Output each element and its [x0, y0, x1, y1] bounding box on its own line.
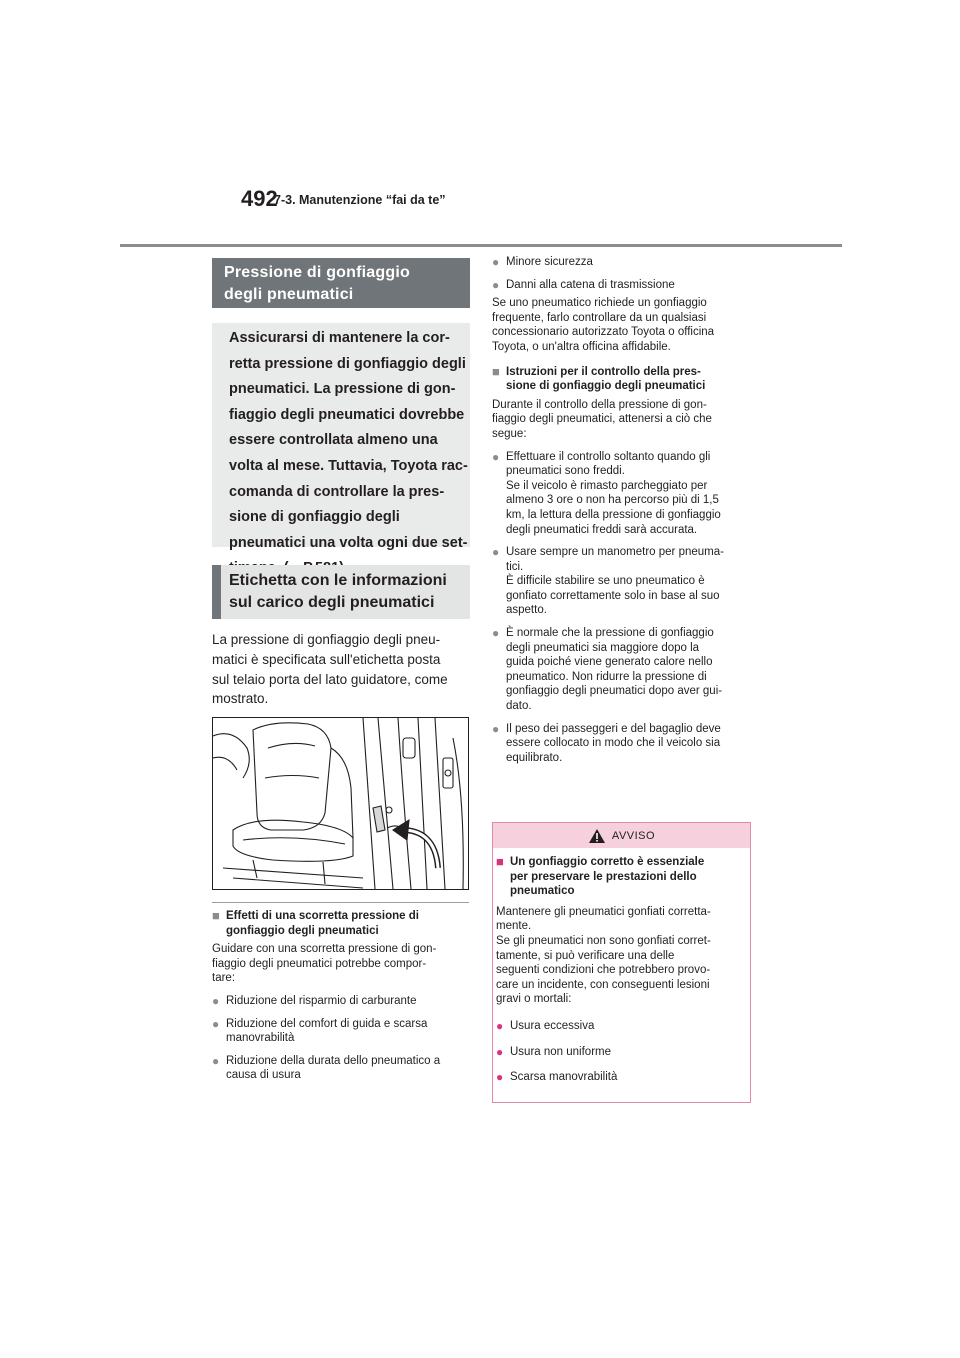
text-line: seguenti condizioni che potrebbero provo- — [496, 964, 711, 977]
bullet-text: tici. — [506, 560, 524, 573]
bullet-text: almeno 3 ore o non ha percorso più di 1,5 — [506, 494, 719, 507]
bullet-circle-icon: ● — [492, 255, 500, 269]
bullet-circle-icon: ● — [492, 545, 500, 560]
intro-line: pneumatici. La pressione di gon- — [229, 381, 456, 398]
car-seat-door-drawing — [213, 718, 468, 889]
tire-pressure-heading-line: Pressione di gonfiaggio — [224, 264, 410, 281]
list-item — [492, 450, 758, 538]
section-title: 7-3. Manutenzione “fai da te” — [274, 193, 446, 207]
bullet-circle-icon: ● — [492, 626, 500, 641]
bullet-text: Se il veicolo è rimasto parcheggiato per — [506, 479, 708, 492]
warning-heading — [496, 855, 750, 899]
bullet-text: degli pneumatici freddi sarà accurata. — [506, 523, 698, 536]
heading-line: sione di gonfiaggio degli pneumatici — [506, 380, 706, 393]
bullet-text: Riduzione della durata dello pneumatico a — [226, 1054, 441, 1067]
bullet-circle-icon: ● — [492, 721, 500, 736]
bullet-circle-icon: ● — [492, 449, 500, 464]
bullet-text: Usura non uniforme — [510, 1045, 611, 1058]
bullet-text: Minore sicurezza — [506, 256, 593, 268]
tire-pressure-heading — [212, 258, 470, 308]
text-line: care un incidente, con conseguenti lesioni — [496, 978, 710, 991]
list-item — [492, 278, 758, 293]
list-item — [496, 1019, 750, 1034]
text-line: tamente, si può verificare una delle — [496, 949, 675, 962]
bullet-text: Scarsa manovrabilità — [510, 1071, 618, 1084]
bullet-circle-icon: ● — [496, 1044, 504, 1059]
text-line: gravi o mortali: — [496, 993, 572, 1006]
bullet-text: aspetto. — [506, 604, 547, 617]
heading-line: Effetti di una scorretta pressione di — [226, 910, 419, 922]
heading-line: pneumatico — [510, 885, 575, 898]
bullet-text: degli pneumatici sia maggiore dopo la — [506, 641, 700, 654]
paragraph-line: La pressione di gonfiaggio degli pneu- — [212, 632, 441, 647]
bullet-text: manovrabilità — [226, 1032, 295, 1045]
list-item — [212, 1054, 474, 1083]
text-line: concessionario autorizzato Toyota o officina — [492, 326, 715, 339]
text-line: fiaggio degli pneumatici, attenersi a ciò che — [492, 413, 712, 426]
tire-label-heading — [212, 565, 470, 619]
square-marker-icon: ■ — [496, 854, 504, 869]
text-line: mente. — [496, 920, 532, 933]
header-divider — [120, 244, 842, 247]
text-line: Durante il controllo della pressione di gon- — [492, 398, 707, 411]
door-frame-illustration — [212, 717, 469, 890]
heading-line: Istruzioni per il controllo della pres- — [506, 365, 701, 378]
bullet-text: gonfiaggio degli pneumatici dopo aver gui- — [506, 685, 723, 698]
tire-label-paragraph — [212, 630, 472, 709]
intro-line: volta al mese. Tuttavia, Toyota rac- — [229, 457, 468, 474]
heading-line: per preservare le prestazioni dello — [510, 870, 697, 883]
bullet-circle-icon: ● — [496, 1018, 504, 1033]
heading-line: Un gonfiaggio corretto è essenziale — [510, 856, 705, 868]
frequent-inflation-text — [492, 296, 758, 354]
right-column — [492, 255, 758, 765]
bullet-text: Riduzione del comfort di guida e scarsa — [226, 1017, 428, 1030]
bullet-text: equilibrato. — [506, 751, 563, 764]
bullet-text: Usare sempre un manometro per pneuma- — [506, 546, 724, 559]
list-item — [496, 1045, 750, 1060]
effects-heading — [212, 909, 474, 938]
subsection-divider — [212, 902, 469, 903]
intro-line: comanda di controllare la pres- — [229, 483, 445, 500]
text-line: Se uno pneumatico richiede un gonfiaggio — [492, 297, 707, 310]
bullet-circle-icon: ● — [496, 1070, 504, 1085]
warning-header — [493, 823, 750, 848]
bullet-text: pneumatici sono freddi. — [506, 465, 625, 478]
bullet-text: Effettuare il controllo soltanto quando gli — [506, 450, 711, 463]
text-line: Se gli pneumatici non sono gonfiati corret- — [496, 934, 711, 947]
bullet-text: gonfiato correttamente solo in base al suo — [506, 589, 720, 602]
warning-content — [496, 855, 750, 1085]
heading-line: gonfiaggio degli pneumatici — [226, 924, 379, 937]
text-line: segue: — [492, 427, 527, 440]
list-item — [496, 1070, 750, 1085]
bullet-text: essere collocato in modo che il veicolo sia — [506, 737, 721, 750]
intro-line: sione di gonfiaggio degli — [229, 509, 400, 526]
list-item — [492, 626, 758, 714]
paragraph-line: sul telaio porta del lato guidatore, come — [212, 671, 448, 687]
bullet-circle-icon: ● — [212, 1016, 220, 1031]
intro-line: Assicurarsi di mantenere la cor- — [229, 330, 450, 346]
intro-line: essere controllata almeno una — [229, 432, 438, 449]
tire-label-heading-line: Etichetta con le informazioni — [229, 572, 447, 589]
bullet-circle-icon: ● — [212, 1053, 220, 1068]
warning-triangle-icon — [588, 828, 606, 844]
list-item — [212, 1017, 474, 1046]
effects-text — [212, 942, 474, 986]
warning-text — [496, 905, 750, 1007]
page-number: 492 — [241, 186, 278, 211]
text-line: Mantenere gli pneumatici gonfiati corretta- — [496, 905, 711, 918]
instructions-text — [492, 398, 758, 442]
paragraph-line: mostrato. — [212, 691, 269, 707]
intro-line: fiaggio degli pneumatici dovrebbe — [229, 406, 465, 423]
warning-title: AVVISO — [611, 829, 656, 842]
intro-line: pneumatici una volta ogni due set- — [229, 534, 468, 551]
list-item — [212, 994, 474, 1009]
bullet-text: Usura eccessiva — [510, 1019, 595, 1032]
tire-pressure-intro-box — [212, 323, 470, 551]
list-item — [492, 722, 758, 766]
paragraph-line: matici è specificata sull'etichetta posta — [212, 651, 441, 667]
tire-pressure-heading-line: degli pneumatici — [224, 286, 354, 303]
bullet-text: causa di usura — [226, 1069, 301, 1082]
square-marker-icon: ■ — [492, 363, 500, 379]
tire-label-heading-line: sul carico degli pneumatici — [229, 594, 435, 611]
bullet-text: Riduzione del risparmio di carburante — [226, 994, 417, 1007]
bullet-text: È difficile stabilire se uno pneumatico è — [506, 575, 705, 588]
intro-line: retta pressione di gonfiaggio degli — [229, 355, 466, 372]
bullet-text: Il peso dei passeggeri e del bagaglio deve — [506, 722, 721, 735]
text-line: Toyota, o un'altra officina affidabile. — [492, 340, 671, 353]
effects-section — [212, 909, 474, 1083]
text-line: tare: — [212, 972, 236, 985]
square-marker-icon: ■ — [212, 908, 220, 923]
bullet-circle-icon: ● — [492, 277, 500, 292]
bullet-text: È normale che la pressione di gonfiaggio — [506, 627, 714, 640]
bullet-text: km, la lettura della pressione di gonfiaggio — [506, 508, 721, 521]
list-item — [492, 545, 758, 618]
bullet-circle-icon: ● — [212, 993, 220, 1008]
text-line: frequente, farlo controllare da un qualsiasi — [492, 311, 707, 324]
text-line: fiaggio degli pneumatici potrebbe compor- — [212, 957, 427, 970]
text-line: Guidare con una scorretta pressione di gon- — [212, 943, 437, 956]
list-item — [492, 255, 758, 270]
bullet-text: Danni alla catena di trasmissione — [506, 278, 675, 291]
instructions-heading — [492, 365, 758, 394]
bullet-text: pneumatico. Non ridurre la pressione di — [506, 670, 707, 683]
bullet-text: guida poiché viene generato calore nello — [506, 656, 713, 669]
bullet-text: dato. — [506, 700, 532, 713]
